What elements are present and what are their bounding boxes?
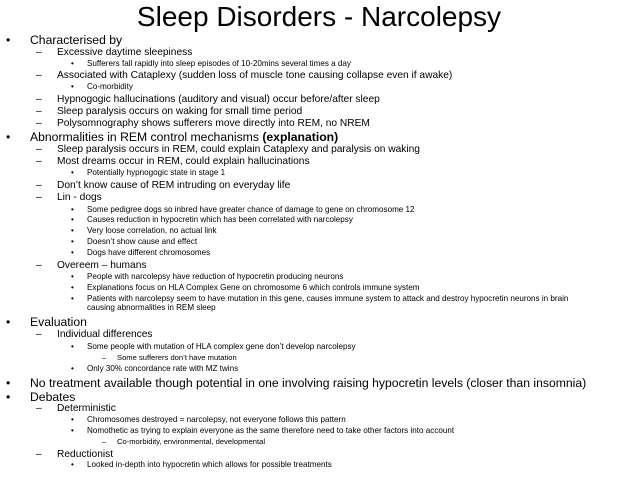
bullet-marker: •	[71, 342, 74, 351]
bullet-text: Characterised by	[30, 33, 123, 47]
bullet-marker: •	[71, 215, 74, 224]
bullet-text: Potentially hypnogogic state in stage 1	[87, 168, 226, 177]
bullet-marker: •	[6, 33, 11, 47]
bullet-text-level-3	[87, 205, 415, 215]
bullet-marker: –	[36, 94, 42, 105]
bullet-marker: •	[71, 283, 74, 292]
bullet-text: Chromosomes destroyed = narcolepsy, not everyone follows this pattern	[87, 415, 346, 424]
bullet-text-level-1	[30, 315, 87, 329]
bullet-text-level-2	[57, 260, 146, 272]
bullet-marker: •	[71, 294, 74, 303]
bullet-marker: •	[6, 376, 11, 390]
bullet-marker: •	[71, 237, 74, 246]
bullet-marker: –	[36, 118, 42, 129]
bullet-text: Co-morbidity, environmental, developmental	[117, 437, 266, 446]
bullet-marker: •	[6, 130, 11, 144]
bullet-marker: –	[36, 192, 42, 203]
bullet-text-level-3	[87, 248, 210, 258]
bullet-text: Sufferers fall rapidly into sleep episodes of 10-20mins several times a day	[87, 59, 351, 68]
bullet-text: Debates	[30, 390, 76, 404]
bullet-text: Only 30% concordance rate with MZ twins	[87, 364, 239, 373]
bullet-text-level-3	[87, 168, 225, 178]
bullet-text: Associated with Cataplexy (sudden loss of muscle tone causing collapse even if awake)	[57, 70, 453, 81]
bullet-text-level-3	[87, 59, 351, 69]
bullet-text-level-3	[87, 415, 346, 425]
bullet-marker: •	[71, 272, 74, 281]
bullet-text-level-2	[57, 94, 380, 106]
bullet-text-level-1	[30, 376, 586, 390]
bullet-text: Lin - dogs	[57, 192, 102, 203]
bullet-text: Sleep paralysis occurs on waking for small time period	[57, 106, 303, 117]
bullet-text-level-3	[87, 283, 419, 293]
bullet-text: Excessive daytime sleepiness	[57, 47, 193, 58]
bullet-marker: •	[71, 226, 74, 235]
bullet-text-level-3	[87, 82, 133, 92]
bullet-text-level-3	[87, 226, 217, 236]
bullet-text: Hypnogogic hallucinations (auditory and visual) occur before/after sleep	[57, 94, 380, 105]
bullet-marker: •	[71, 426, 74, 435]
bullet-marker: –	[36, 144, 42, 155]
bullet-emphasis: (explanation)	[262, 130, 339, 144]
bullet-text: Very loose correlation, no actual link	[87, 226, 217, 235]
bullet-text: Evaluation	[30, 315, 87, 329]
bullet-marker: •	[71, 168, 74, 177]
bullet-marker: –	[36, 106, 42, 117]
bullet-text: Abnormalities in REM control mechanisms	[30, 130, 263, 144]
bullet-text-level-3	[87, 426, 454, 436]
bullet-text-level-2	[57, 47, 192, 59]
bullet-text: Some people with mutation of HLA complex gene don’t develop narcolepsy	[87, 342, 356, 351]
bullet-text-level-2	[57, 180, 290, 192]
bullet-marker: •	[71, 460, 74, 469]
bullet-marker: •	[71, 248, 74, 257]
bullet-marker: –	[36, 180, 42, 191]
bullet-text: Deterministic	[57, 403, 116, 414]
bullet-marker: •	[71, 364, 74, 373]
bullet-text-level-2	[57, 70, 452, 82]
bullet-text: Doesn’t show cause and effect	[87, 237, 198, 246]
bullet-marker: –	[36, 329, 42, 340]
bullet-text-level-1	[30, 390, 75, 404]
bullet-text-level-2	[57, 144, 420, 156]
bullet-marker: –	[36, 47, 42, 58]
bullet-marker: •	[6, 315, 11, 329]
bullet-text: Most dreams occur in REM, could explain hallucinations	[57, 156, 310, 167]
bullet-text-level-4	[117, 353, 237, 362]
bullet-marker: –	[36, 403, 42, 414]
bullet-marker: –	[36, 449, 42, 460]
bullet-text-level-2	[57, 192, 102, 204]
bullet-marker: –	[36, 156, 42, 167]
bullet-text: Looked in-depth into hypocretin which allows for possible treatments	[87, 460, 332, 469]
bullet-text-level-1	[30, 130, 338, 144]
bullet-text: Sleep paralysis occurs in REM, could explain Cataplexy and paralysis on waking	[57, 144, 420, 155]
bullet-marker: –	[36, 260, 42, 271]
bullet-text-level-3	[87, 342, 356, 352]
bullet-text: Causes reduction in hypocretin which has been correlated with narcolepsy	[87, 215, 353, 224]
bullet-text-level-3	[87, 272, 343, 282]
bullet-text: Reductionist	[57, 449, 114, 460]
bullet-text-level-3	[87, 303, 216, 313]
bullet-marker: •	[71, 205, 74, 214]
bullet-text: Patients with narcolepsy seem to have mutation in this gene, causes immune system to attack and destroy hypocretin neurons in brain	[87, 294, 569, 303]
bullet-marker: •	[71, 82, 74, 91]
bullet-text-level-3	[87, 237, 197, 247]
bullet-text: Individual differences	[57, 329, 153, 340]
bullet-text-level-3	[87, 460, 332, 470]
bullet-text-level-3	[87, 364, 238, 374]
bullet-text: Some pedigree dogs so inbred have greater chance of damage to gene on chromosome 12	[87, 205, 415, 214]
bullet-marker: •	[6, 390, 11, 404]
bullet-text-level-2	[57, 118, 370, 130]
bullet-text: Dogs have different chromosomes	[87, 248, 211, 257]
bullet-text-level-2	[57, 329, 153, 341]
bullet-text: People with narcolepsy have reduction of hypocretin producing neurons	[87, 272, 344, 281]
bullet-text: Don’t know cause of REM intruding on everyday life	[57, 180, 291, 191]
bullet-text: Co-morbidity	[87, 82, 133, 91]
bullet-text: Explanations focus on HLA Complex Gene on chromosome 6 which controls immune system	[87, 283, 420, 292]
bullet-text: Some sufferers don’t have mutation	[117, 353, 237, 362]
bullet-marker: –	[102, 353, 107, 362]
bullet-text-level-2	[57, 156, 310, 168]
bullet-marker: •	[71, 59, 74, 68]
bullet-marker: •	[71, 415, 74, 424]
bullet-text-level-1	[30, 33, 122, 47]
bullet-text: Overeem – humans	[57, 260, 147, 271]
bullet-marker: –	[102, 437, 107, 446]
bullet-marker: –	[36, 70, 42, 81]
bullet-text-level-3	[87, 215, 353, 225]
bullet-text: No treatment available though potential in one involving raising hypocretin levels (closer than insomnia)	[30, 376, 587, 390]
bullet-text-level-2	[57, 403, 116, 415]
bullet-text-level-4	[117, 437, 265, 446]
slide-title: Sleep Disorders - Narcolepsy	[136, 1, 502, 32]
bullet-text: Nomothetic as trying to explain everyone as the same therefore need to take other factors into account	[87, 426, 455, 435]
bullet-text: Polysomnography shows sufferers move directly into REM, no NREM	[57, 118, 370, 129]
bullet-text: causing abnormalities in REM sleep	[87, 303, 216, 312]
bullet-text-level-2	[57, 106, 302, 118]
